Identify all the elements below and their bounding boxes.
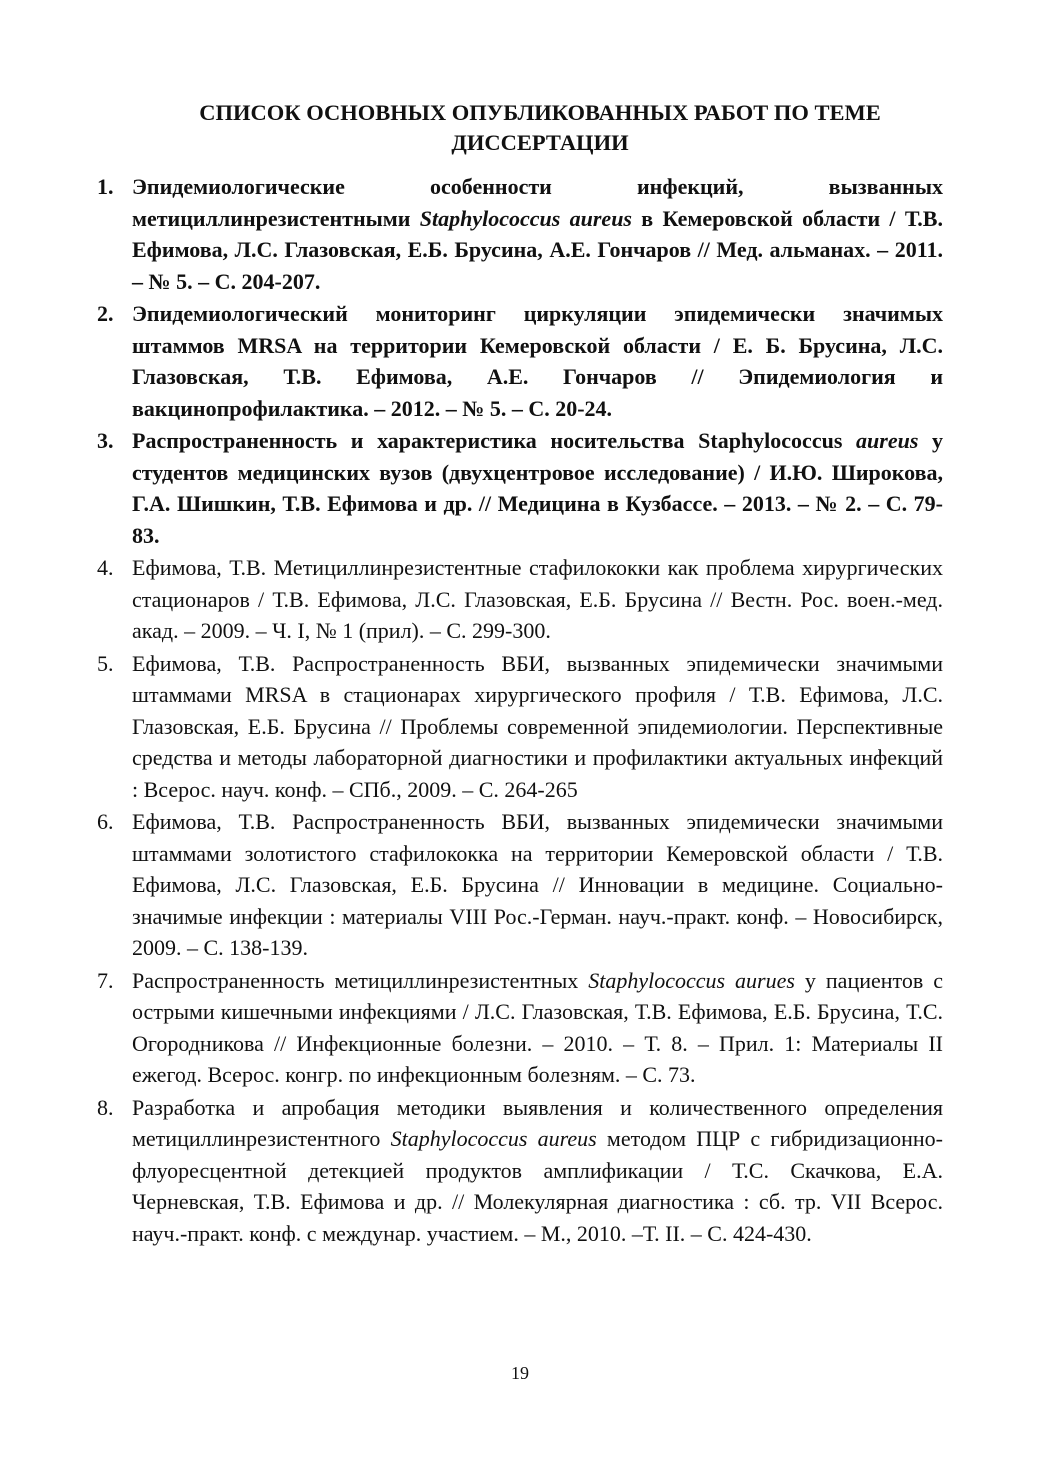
publication-item (97, 171, 943, 297)
publication-item (97, 965, 943, 1091)
publication-item (97, 552, 943, 647)
item-text-rest: у студентов медицинских вузов (двухцентровое исследование) / И.Ю. Широкова, Г.А. Шишкин, Т.В. Ефимова и др. // Медицина в Кузбассе. – 2013. – № 2. – С. 79-83. (132, 428, 943, 548)
item-number: 4. (97, 555, 114, 580)
item-italic-text: Staphylococcus aureus (419, 205, 632, 231)
item-text-rest: у пациентов с острыми кишечными инфекциями / Л.С. Глазовская, Т.В. Ефимова, Е.Б. Брусина, Т.С. Огородникова // Инфекционные болезни. – 2010. – Т. 8. – Прил. 1: Материалы II ежегод. Всерос. конгр. по инфекционным болезням. – С. 73. (132, 967, 943, 1087)
item-text: Распространенность метициллинрезистентных (132, 967, 589, 993)
item-number: 2. (97, 301, 114, 326)
section-title: СПИСОК ОСНОВНЫХ ОПУБЛИКОВАННЫХ РАБОТ ПО ТЕМЕ ДИССЕРТАЦИИ (199, 100, 881, 155)
publication-item (97, 1092, 943, 1250)
item-number: 3. (97, 428, 114, 453)
publication-list (97, 171, 943, 1249)
page-number: 19 (511, 1363, 529, 1383)
item-italic-text: Staphylococcus aureus (390, 1126, 597, 1151)
item-number: 6. (97, 809, 114, 834)
item-italic-text: aureus (856, 428, 919, 453)
item-text-rest: в Кемеровской области / Т.В. Ефимова, Л.С. Глазовская, Е.Б. Брусина, А.Е. Гончаров // Мед. альманах. – 2011. – № 5. – С. 204-207. (132, 205, 943, 294)
item-text: Ефимова, Т.В. Метициллинрезистентные стафилококки как проблема хирургических стационаров / Т.В. Ефимова, Л.С. Глазовская, Е.Б. Брусина // Вестн. Рос. воен.-мед. акад. – 2009. – Ч. I, № 1 (прил). – С. 299-300. (132, 555, 943, 643)
publication-item (97, 648, 943, 806)
item-text: Эпидемиологический мониторинг циркуляции эпидемически значимых штаммов MRSA на территории Кемеровской области / Е. Б. Брусина, Л.С. Глазовская, Т.В. Ефимова, А.Е. Гончаров // Эпидемиология и вакцинопрофилактика. – 2012. – № 5. – С. 20-24. (132, 301, 943, 421)
item-text-rest: методом ПЦР с гибридизационно-флуоресцентной детекцией продуктов амплификации / Т.С. Скачкова, Е.А. Черневская, Т.В. Ефимова и др. // Молекулярная диагностика : сб. тр. VII Всерос. науч.-практ. конф. с междунар. участием. – М., 2010. –Т. II. – С. 424-430. (132, 1126, 943, 1246)
publication-item (97, 298, 943, 424)
item-text: Ефимова, Т.В. Распространенность ВБИ, вызванных эпидемически значимыми штаммами золотистого стафилококка на территории Кемеровской области / Т.В. Ефимова, Л.С. Глазовская, Е.Б. Брусина // Инновации в медицине. Социально-значимые инфекции : материалы VIII Рос.-Герман. науч.-практ. конф. – Новосибирск, 2009. – С. 138-139. (132, 809, 943, 960)
item-number: 7. (97, 967, 114, 993)
item-italic-text: Staphylococcus aurues (588, 967, 795, 993)
item-text: Распространенность и характеристика носительства Staphylococcus (132, 428, 857, 453)
publication-item (97, 806, 943, 964)
publication-item (97, 425, 943, 551)
item-text: Эпидемиологические особенности инфекций, вызванных метициллинрезистентными (132, 174, 943, 231)
item-number: 5. (97, 650, 114, 676)
item-number: 1. (97, 174, 114, 199)
item-number: 8. (97, 1094, 114, 1120)
item-text: Ефимова, Т.В. Распространенность ВБИ, вызванных эпидемически значимыми штаммами MRSA в стационарах хирургического профиля / Т.В. Ефимова, Л.С. Глазовская, Е.Б. Брусина // Проблемы современной эпидемиологии. Перспективные средства и методы лабораторной диагностики и профилактики актуальных инфекций : Всерос. науч. конф. – СПб., 2009. – С. 264-265 (132, 650, 943, 802)
item-text: Разработка и апробация методики выявления и количественного определения метициллинрезистентного (132, 1094, 943, 1151)
